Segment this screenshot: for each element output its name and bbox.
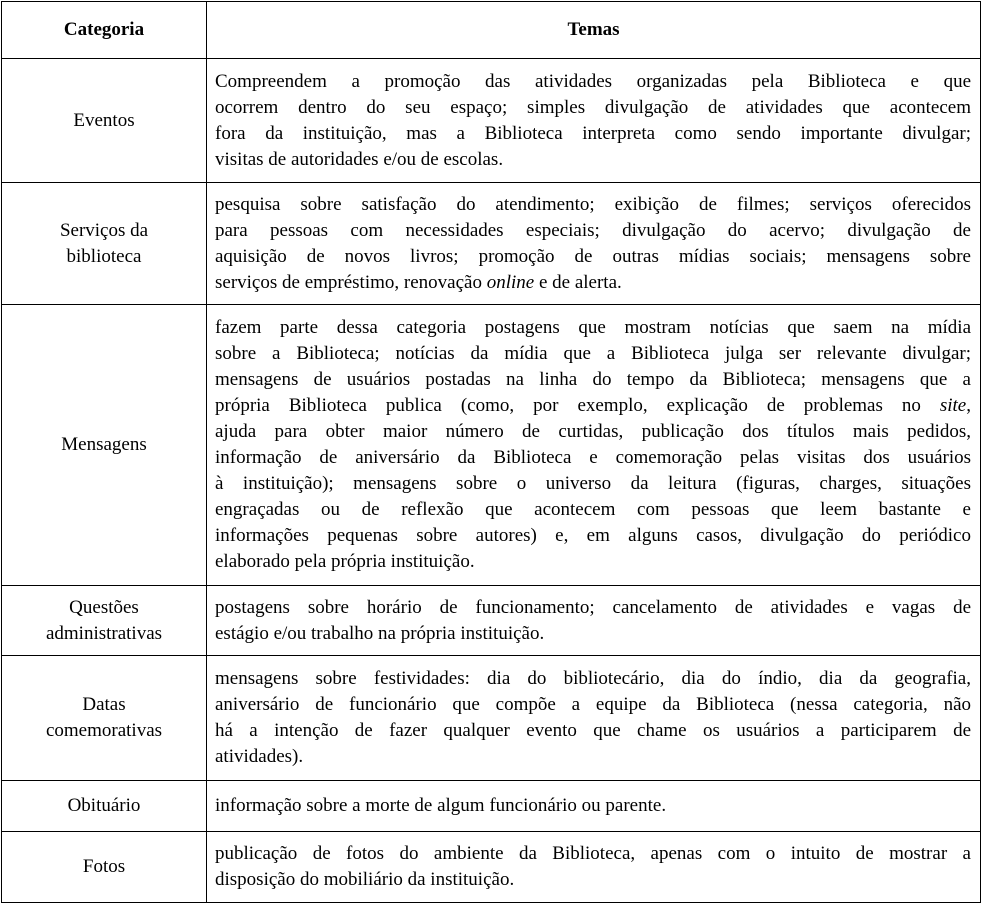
category-cell	[2, 59, 207, 183]
text-segment: serviços de empréstimo, renovação	[215, 271, 487, 293]
theme-text-line: engraçadas ou de reflexão que acontecem com pessoas que leem bastante e	[215, 499, 971, 520]
theme-text-line: aquisição de novos livros; promoção de outras mídias sociais; mensagens sobre	[215, 245, 971, 267]
category-label: Eventos	[73, 109, 135, 131]
theme-text-line: aniversário de funcionário que compõe a equipe da Biblioteca (nessa categoria, não	[215, 694, 971, 715]
table-row	[2, 832, 981, 903]
text-segment: e de alerta.	[534, 271, 622, 293]
category-label: administrativas	[45, 622, 163, 644]
table-row	[2, 305, 981, 586]
category-label: biblioteca	[66, 245, 142, 267]
theme-text-line: sobre a Biblioteca; notícias da mídia que a Biblioteca julga ser relevante divulgar;	[215, 343, 971, 364]
theme-text-line: informação sobre a morte de algum funcionário ou parente.	[215, 795, 667, 816]
theme-text-line: estágio e/ou trabalho na própria instituição.	[215, 622, 545, 644]
theme-text-line: fora da instituição, mas a Biblioteca interpreta como sendo importante divulgar;	[215, 122, 971, 144]
theme-text-line: há a intenção de fazer qualquer evento que chame os usuários a participarem de	[215, 720, 971, 741]
theme-text-line: visitas de autoridades e/ou de escolas.	[215, 148, 504, 170]
theme-text-line	[215, 270, 971, 296]
themes-cell	[207, 305, 981, 586]
themes-cell	[207, 781, 981, 832]
category-label: Fotos	[82, 856, 126, 877]
theme-text-line: pesquisa sobre satisfação do atendimento; exibição de filmes; serviços oferecidos	[215, 193, 971, 215]
theme-text-line: mensagens sobre festividades: dia do bibliotecário, dia do índio, dia da geografia,	[215, 668, 971, 689]
category-cell	[2, 183, 207, 305]
theme-text-line: postagens sobre horário de funcionamento; cancelamento de atividades e vagas de	[215, 596, 971, 618]
theme-text-line: ajuda para obter maior número de curtidas, publicação dos títulos mais pedidos,	[215, 421, 971, 442]
header-themes: Temas	[207, 2, 981, 59]
category-label: Mensagens	[61, 434, 147, 455]
themes-cell	[207, 183, 981, 305]
italic-term: online	[486, 271, 535, 293]
table-row	[2, 59, 981, 183]
category-label: Obituário	[67, 795, 141, 816]
header-row	[2, 2, 981, 59]
category-cell	[2, 656, 207, 781]
category-cell	[2, 305, 207, 586]
categories-table	[1, 1, 981, 903]
category-cell	[2, 586, 207, 656]
themes-cell	[207, 656, 981, 781]
table-row	[2, 586, 981, 656]
text-segment: própria Biblioteca publica (como, por exemplo, explicação de problemas no	[215, 395, 940, 416]
theme-text-line: para pessoas com necessidades especiais; divulgação do acervo; divulgação de	[215, 219, 971, 241]
table-row	[2, 781, 981, 832]
table-row	[2, 656, 981, 781]
theme-text-line: informações pequenas sobre autores) e, em alguns casos, divulgação do periódico	[215, 525, 971, 546]
category-cell	[2, 832, 207, 903]
theme-text-line: à instituição); mensagens sobre o universo da leitura (figuras, charges, situações	[215, 473, 971, 494]
header-category: Categoria	[2, 2, 207, 59]
category-label: Serviços da	[59, 219, 149, 241]
theme-text-line: publicação de fotos do ambiente da Biblioteca, apenas com o intuito de mostrar a	[215, 843, 971, 864]
text-segment: ,	[966, 395, 971, 416]
theme-text-line: informação de aniversário da Biblioteca e comemoração pelas visitas dos usuários	[215, 447, 971, 468]
themes-cell	[207, 59, 981, 183]
theme-text-line: ocorrem dentro do seu espaço; simples divulgação de atividades que acontecem	[215, 96, 971, 118]
theme-text-line	[215, 393, 971, 419]
italic-term: site	[939, 395, 967, 416]
theme-text-line: Compreendem a promoção das atividades organizadas pela Biblioteca e que	[215, 70, 971, 92]
theme-text-line: atividades).	[215, 746, 304, 767]
table-row	[2, 183, 981, 305]
themes-cell	[207, 586, 981, 656]
category-label: comemorativas	[45, 720, 163, 741]
theme-text-line: elaborado pela própria instituição.	[215, 551, 475, 572]
category-label: Datas	[82, 694, 126, 715]
category-cell	[2, 781, 207, 832]
themes-cell	[207, 832, 981, 903]
theme-text-line: fazem parte dessa categoria postagens que mostram notícias que saem na mídia	[215, 317, 971, 338]
theme-text-line: mensagens de usuários postadas na linha do tempo da Biblioteca; mensagens que a	[215, 369, 971, 390]
category-label: Questões	[69, 596, 139, 618]
theme-text-line: disposição do mobiliário da instituição.	[215, 869, 515, 890]
